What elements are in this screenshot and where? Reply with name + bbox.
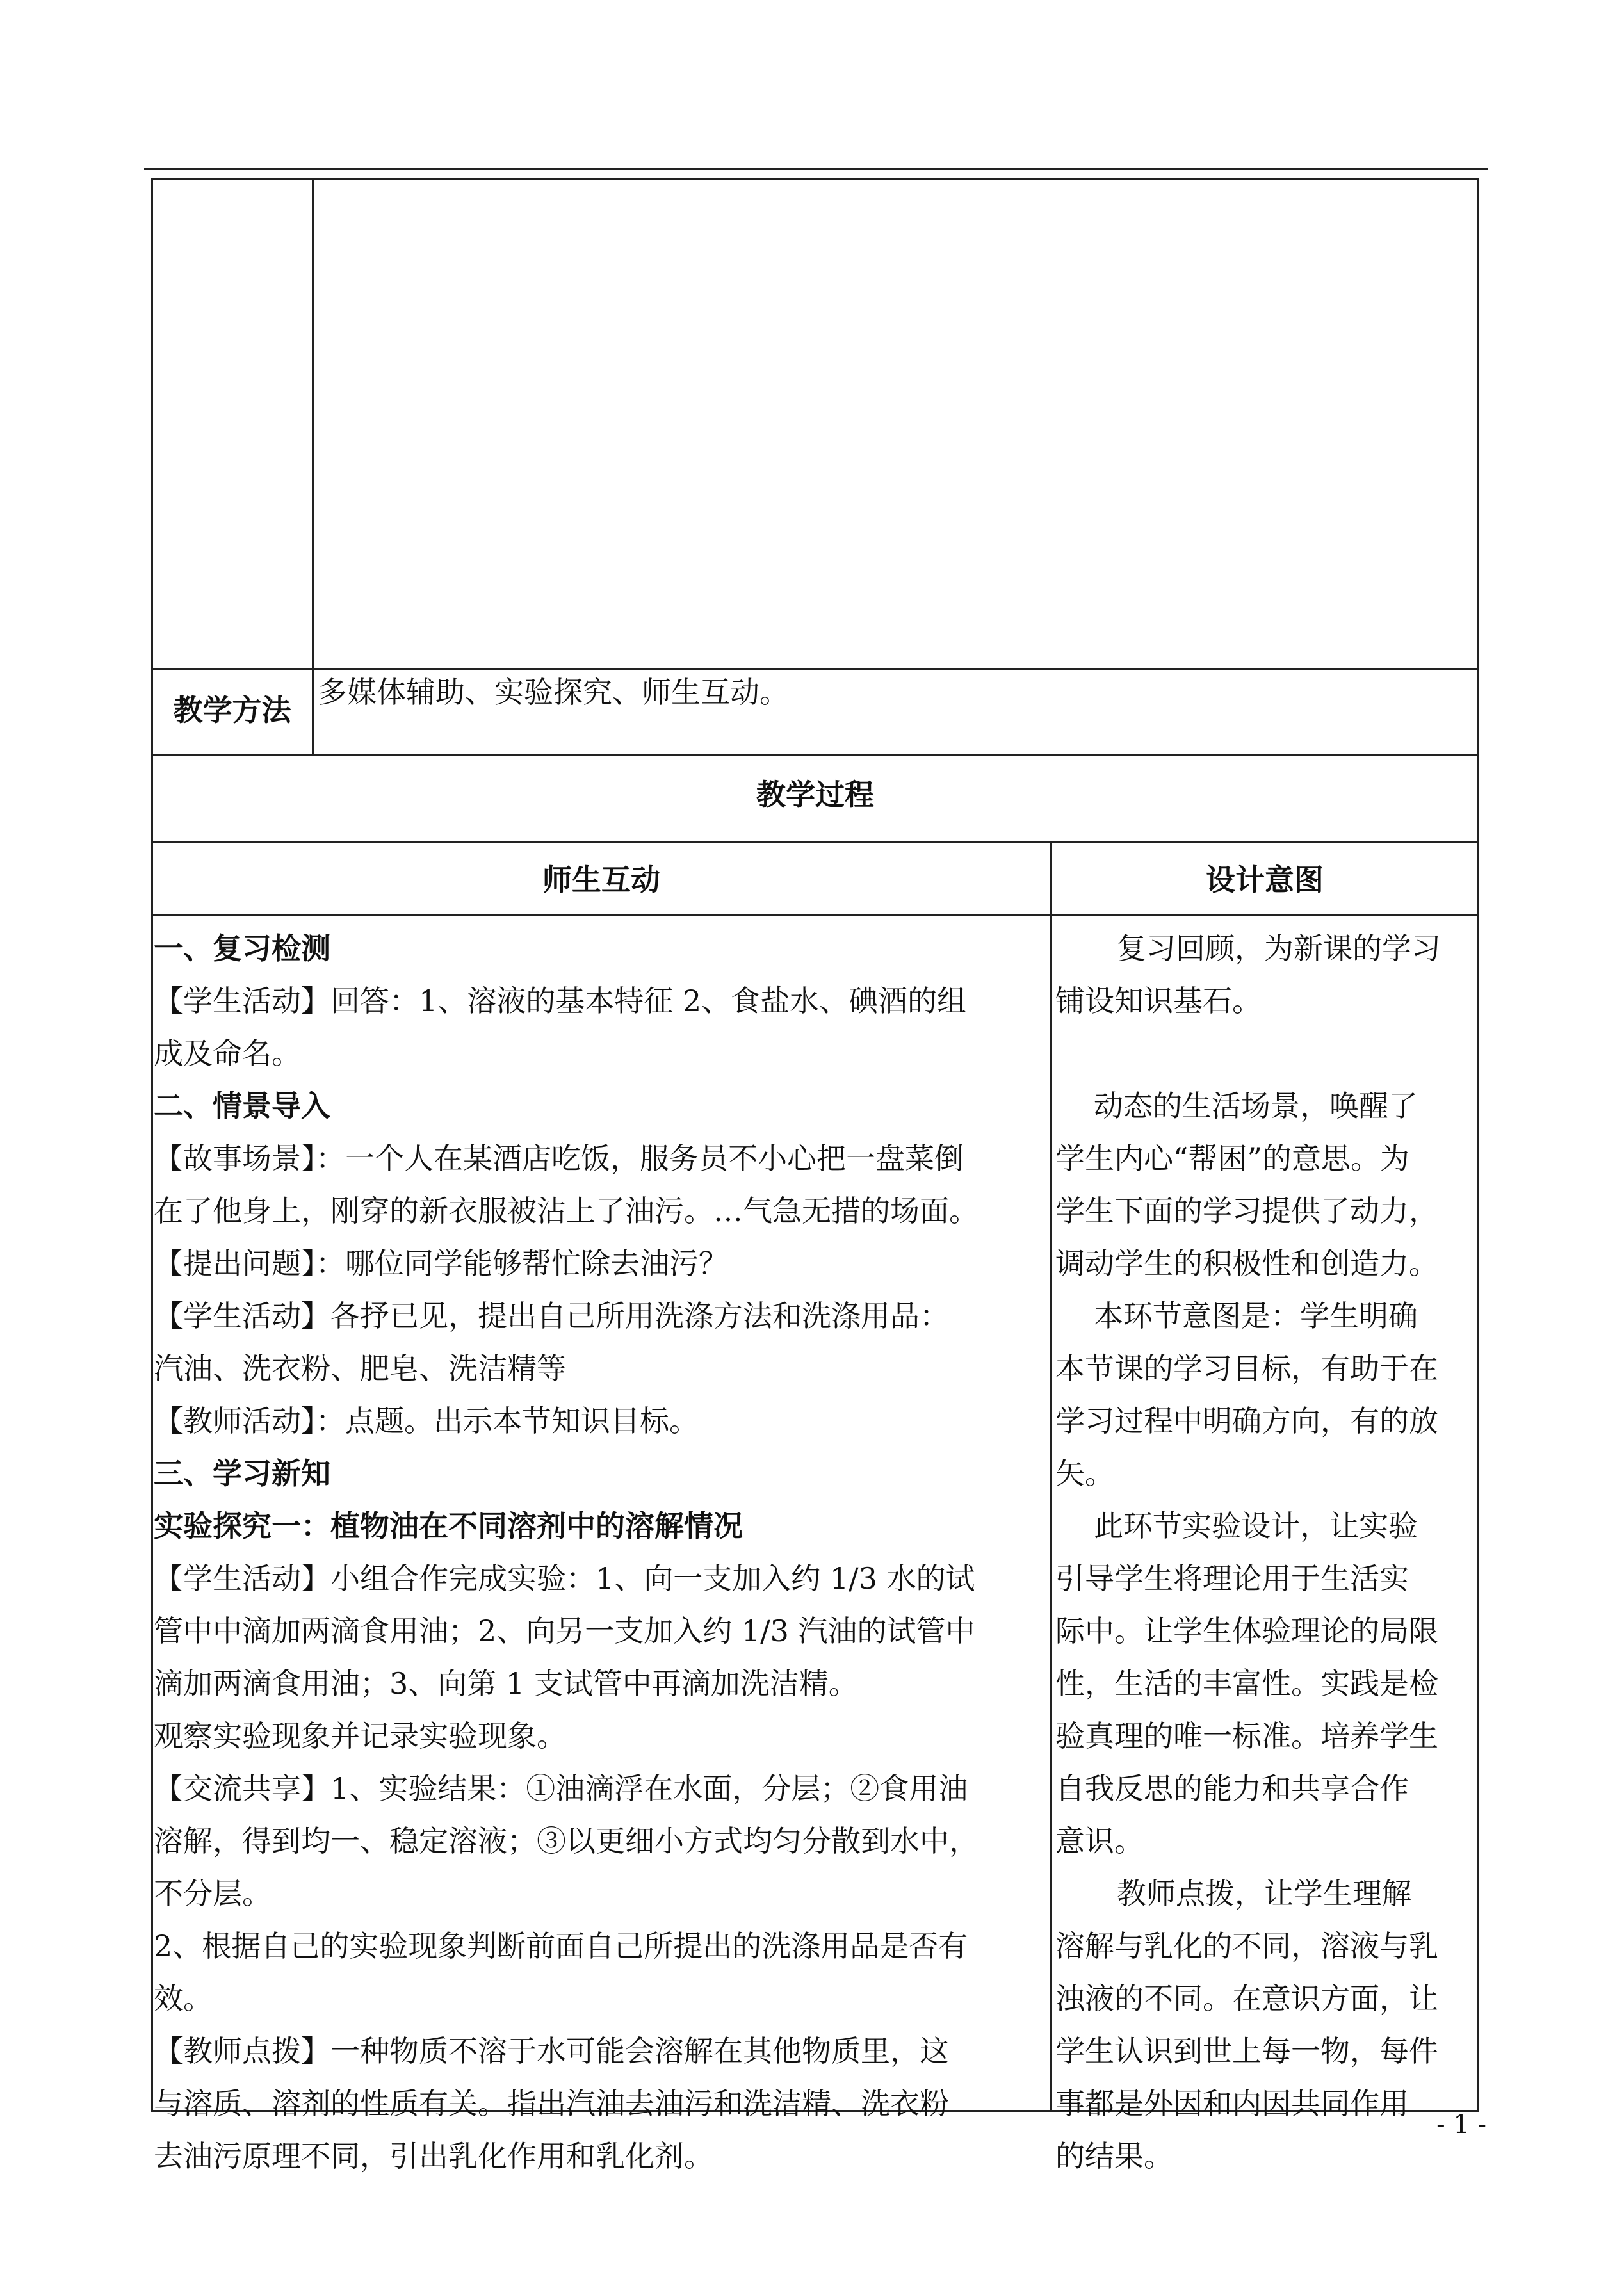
page-number: - 1 -	[1436, 2110, 1486, 2139]
process-title: 教学过程	[756, 777, 874, 812]
method-content: 多媒体辅助、实验探究、师生互动。	[318, 675, 789, 710]
interaction-line: 滴加两滴食用油；3、向第 1 支试管中再滴加洗洁精。	[154, 1666, 858, 1701]
design-intent-line: 此环节实验设计，让实验	[1094, 1509, 1418, 1543]
table-border-left	[151, 178, 153, 2112]
design-intent-line: 本节课的学习目标，有助于在	[1055, 1351, 1438, 1386]
interaction-line: 观察实验现象并记录实验现象。	[154, 1719, 566, 1753]
interaction-line: 【学生活动】各抒已见，提出自己所用洗涤方法和洗涤用品：	[154, 1299, 949, 1333]
design-intent-line: 自我反思的能力和共享合作	[1055, 1771, 1409, 1806]
design-intent-line: 教师点拨，让学生理解	[1117, 1876, 1411, 1911]
method-label: 教学方法	[173, 693, 291, 727]
interaction-line: 不分层。	[154, 1876, 272, 1911]
interaction-line: 汽油、洗衣粉、肥皂、洗洁精等	[154, 1351, 566, 1386]
design-intent-line: 调动学生的积极性和创造力。	[1055, 1246, 1438, 1281]
interaction-line: 溶解，得到均一、稳定溶液；③以更细小方式均匀分散到水中，	[154, 1824, 978, 1858]
row-divider-process	[151, 754, 1479, 756]
design-intent-line: 引导学生将理论用于生活实	[1055, 1561, 1409, 1596]
design-intent-line	[1055, 1027, 1484, 1080]
interaction-line: 【学生活动】小组合作完成实验：1、向一支加入约 1/3 水的试	[154, 1561, 975, 1596]
design-intent-line: 的结果。	[1055, 2139, 1173, 2173]
interaction-line: 与溶质、溶剂的性质有关。指出汽油去油污和洗洁精、洗衣粉	[154, 2086, 949, 2121]
design-intent-line: 意识。	[1055, 1824, 1144, 1858]
interaction-line: 在了他身上，刚穿的新衣服被沾上了油污。…气急无措的场面。	[154, 1194, 978, 1228]
design-intent-line: 性，生活的丰富性。实践是检	[1055, 1666, 1438, 1701]
interaction-column	[154, 922, 1050, 2182]
interaction-line: 管中中滴加两滴食用油；2、向另一支加入约 1/3 汽油的试管中	[154, 1614, 975, 1648]
design-intent-line: 学生内心“帮困”的意思。为	[1055, 1141, 1410, 1176]
interaction-line: 【教师点拨】一种物质不溶于水可能会溶解在其他物质里，这	[154, 2034, 949, 2068]
design-intent-column	[1055, 922, 1484, 2182]
design-intent-line: 溶解与乳化的不同，溶液与乳	[1055, 1929, 1438, 1963]
interaction-line: 效。	[154, 1981, 213, 2016]
design-intent-line: 矢。	[1055, 1456, 1114, 1491]
interaction-line: 【故事场景】：一个人在某酒店吃饭，服务员不小心把一盘菜倒	[154, 1141, 964, 1176]
interaction-line: 实验探究一：植物油在不同溶剂中的溶解情况	[154, 1509, 743, 1543]
design-intent-line: 学生认识到世上每一物，每件	[1055, 2034, 1438, 2068]
interaction-line: 【交流共享】1、实验结果：①油滴浮在水面，分层；②食用油	[154, 1771, 968, 1806]
interaction-line: 2、根据自己的实验现象判断前面自己所提出的洗涤用品是否有	[154, 1929, 968, 1963]
interaction-line: 去油污原理不同，引出乳化作用和乳化剂。	[154, 2139, 713, 2173]
design-intent-line: 事都是外因和内因共同作用	[1055, 2086, 1409, 2121]
design-intent-line: 铺设知识基石。	[1055, 984, 1262, 1018]
design-intent-line: 际中。让学生体验理论的局限	[1055, 1614, 1438, 1648]
interaction-line: 【学生活动】回答：1、溶液的基本特征 2、食盐水、碘酒的组	[154, 984, 967, 1018]
interaction-line: 成及命名。	[154, 1036, 301, 1071]
interaction-line: 【教师活动】：点题。出示本节知识目标。	[154, 1404, 699, 1438]
design-intent-line: 验真理的唯一标准。培养学生	[1055, 1719, 1438, 1753]
design-intent-line: 复习回顾，为新课的学习	[1117, 931, 1441, 966]
design-intent-line: 动态的生活场景，唤醒了	[1094, 1089, 1418, 1123]
interaction-line: 二、情景导入	[154, 1089, 330, 1123]
interaction-line: 【提出问题】：哪位同学能够帮忙除去油污？	[154, 1246, 728, 1281]
interaction-line: 一、复习检测	[154, 931, 330, 966]
design-intent-line: 本环节意图是：学生明确	[1094, 1299, 1418, 1333]
table-border-top	[151, 178, 1479, 180]
design-intent-line: 浊液的不同。在意识方面，让	[1055, 1981, 1438, 2016]
body-column-divider	[1050, 841, 1052, 2112]
column-header-design-intent: 设计意图	[1206, 863, 1324, 897]
design-intent-line: 学习过程中明确方向，有的放	[1055, 1404, 1438, 1438]
row-divider-body	[151, 914, 1479, 916]
column-header-interaction: 师生互动	[542, 863, 660, 897]
interaction-line: 三、学习新知	[154, 1456, 330, 1491]
design-intent-line: 学生下面的学习提供了动力，	[1055, 1194, 1438, 1228]
row-divider-columns	[151, 841, 1479, 843]
